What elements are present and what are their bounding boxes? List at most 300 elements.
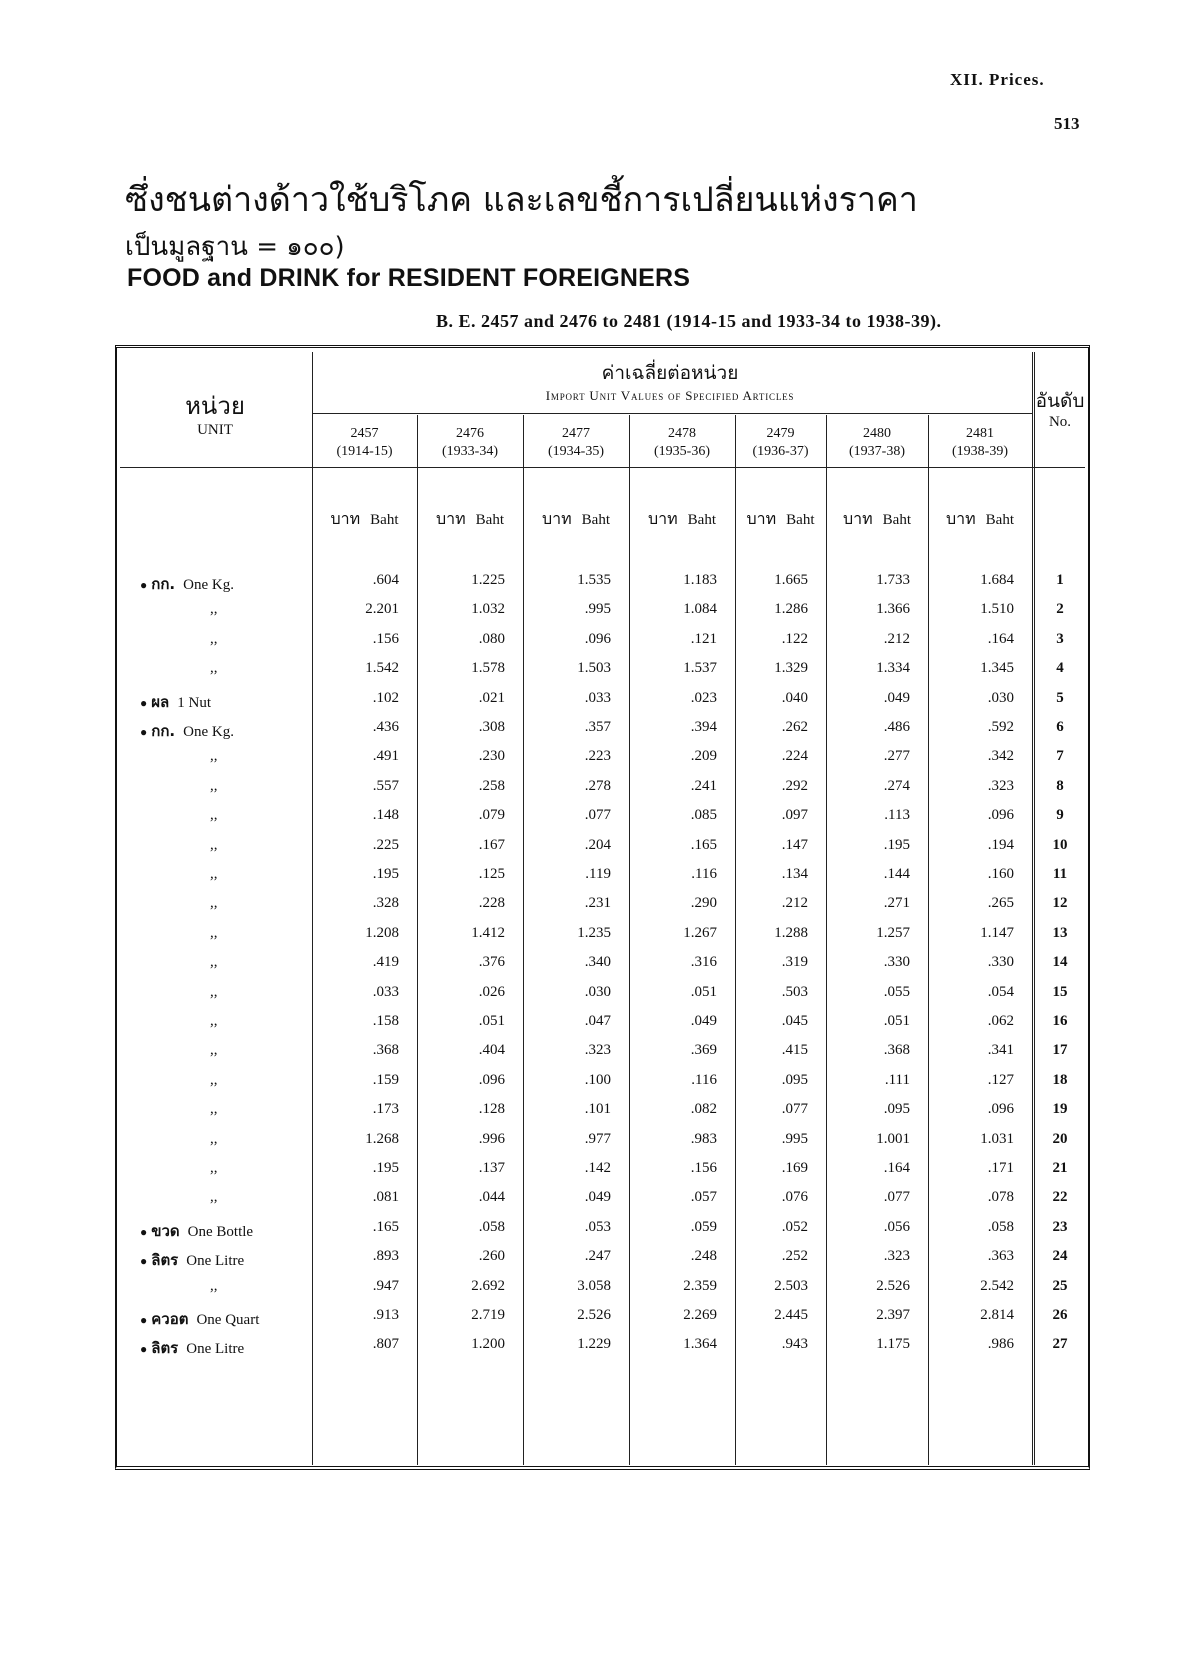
- unit-cell: [140, 1278, 310, 1300]
- value-cell: .058: [987, 1219, 1014, 1235]
- currency-label: [312, 507, 417, 532]
- value-cell: .055: [883, 984, 910, 1000]
- unit-eng: One Bottle: [187, 1224, 254, 1240]
- row-number: 8: [1056, 778, 1064, 794]
- unit-cell: [140, 690, 310, 712]
- value-cell: .096: [584, 631, 611, 647]
- value-cell: 1.175: [876, 1336, 910, 1352]
- unit-eng: One Quart: [196, 1312, 260, 1328]
- unit-cell: [140, 837, 310, 859]
- value-cell: .231: [584, 895, 611, 911]
- value-cell: .204: [584, 837, 611, 853]
- row-number: 27: [1052, 1336, 1068, 1352]
- unit-eng: ,,: [210, 895, 218, 911]
- value-cell: .101: [584, 1101, 611, 1117]
- value-cell: .164: [987, 631, 1014, 647]
- value-cell: 2.526: [577, 1307, 611, 1323]
- header-rule: [312, 413, 1032, 414]
- unit-eng: ,,: [210, 984, 218, 1000]
- value-cell: 1.329: [774, 660, 808, 676]
- row-number: 1: [1056, 572, 1064, 588]
- row-number: 5: [1056, 690, 1064, 706]
- unit-eng: ,,: [210, 1160, 218, 1176]
- unit-cell: [140, 660, 310, 682]
- value-cell: .807: [372, 1336, 399, 1352]
- bullet-icon: ●: [140, 725, 148, 739]
- value-cell: .021: [478, 690, 505, 706]
- period-caption: B. E. 2457 and 2476 to 2481 (1914-15 and 1933-34 to 1938-39).: [436, 311, 942, 331]
- row-number: 10: [1052, 837, 1068, 853]
- bullet-icon: ●: [140, 1342, 148, 1356]
- value-cell: .368: [372, 1042, 399, 1058]
- value-cell: .209: [690, 748, 717, 764]
- bullet-icon: ●: [140, 1254, 148, 1268]
- unit-cell: [140, 807, 310, 829]
- unit-cell: [140, 925, 310, 947]
- value-cell: 2.814: [980, 1307, 1014, 1323]
- value-cell: .604: [372, 572, 399, 588]
- currency-thai: บาท: [945, 509, 976, 528]
- value-cell: .081: [372, 1189, 399, 1205]
- value-cell: .056: [883, 1219, 910, 1235]
- year-ad: (1914-15): [336, 444, 393, 459]
- value-cell: .057: [690, 1189, 717, 1205]
- year-be: 2478: [668, 426, 696, 441]
- value-cell: .159: [372, 1072, 399, 1088]
- unit-cell: [140, 954, 310, 976]
- value-cell: .260: [478, 1248, 505, 1264]
- unit-header: UNIT: [197, 422, 233, 438]
- value-cell: 1.503: [577, 660, 611, 676]
- value-cell: .148: [372, 807, 399, 823]
- value-cell: .278: [584, 778, 611, 794]
- value-cell: 2.397: [876, 1307, 910, 1323]
- unit-thai: ลิตร: [151, 1251, 179, 1269]
- value-cell: .404: [478, 1042, 505, 1058]
- currency-label: [735, 507, 826, 532]
- value-cell: 3.058: [577, 1278, 611, 1294]
- unit-eng: ,,: [210, 1072, 218, 1088]
- value-cell: .195: [372, 866, 399, 882]
- currency-label: [629, 507, 735, 532]
- value-cell: 2.201: [365, 601, 399, 617]
- value-cell: .503: [781, 984, 808, 1000]
- value-cell: .051: [690, 984, 717, 1000]
- value-cell: .323: [987, 778, 1014, 794]
- value-cell: .893: [372, 1248, 399, 1264]
- unit-eng: 1 Nut: [177, 695, 211, 711]
- value-cell: .376: [478, 954, 505, 970]
- value-cell: 1.208: [365, 925, 399, 941]
- value-cell: 1.684: [980, 572, 1014, 588]
- year-header: [928, 425, 1032, 461]
- value-cell: .049: [690, 1013, 717, 1029]
- currency-thai: บาท: [842, 509, 873, 528]
- value-cell: 2.719: [471, 1307, 505, 1323]
- year-header: [523, 425, 629, 461]
- value-cell: .271: [883, 895, 910, 911]
- value-cell: .983: [690, 1131, 717, 1147]
- row-number: 11: [1052, 866, 1068, 882]
- unit-cell: [140, 748, 310, 770]
- value-cell: .053: [584, 1219, 611, 1235]
- value-cell: .986: [987, 1336, 1014, 1352]
- section-heading: XII. Prices.: [950, 70, 1045, 89]
- value-cell: .419: [372, 954, 399, 970]
- value-cell: .051: [883, 1013, 910, 1029]
- unit-cell: [140, 778, 310, 800]
- value-cell: 2.503: [774, 1278, 808, 1294]
- value-cell: .357: [584, 719, 611, 735]
- value-cell: .415: [781, 1042, 808, 1058]
- row-number: 26: [1052, 1307, 1068, 1323]
- year-header: [826, 425, 928, 461]
- year-ad: (1937-38): [849, 444, 905, 459]
- row-number: 22: [1052, 1189, 1068, 1205]
- value-cell: .323: [584, 1042, 611, 1058]
- value-cell: .077: [781, 1101, 808, 1117]
- value-cell: 1.510: [980, 601, 1014, 617]
- value-cell: .051: [478, 1013, 505, 1029]
- value-cell: .995: [781, 1131, 808, 1147]
- unit-cell: [140, 1101, 310, 1123]
- unit-cell: [140, 1160, 310, 1182]
- row-number: 15: [1052, 984, 1068, 1000]
- unit-header-thai: หน่วย: [185, 392, 245, 420]
- value-cell: .230: [478, 748, 505, 764]
- unit-cell: [140, 1248, 310, 1270]
- unit-eng: One Kg.: [183, 724, 234, 740]
- unit-cell: [140, 1336, 310, 1358]
- value-cell: .265: [987, 895, 1014, 911]
- year-be: 2477: [562, 426, 590, 441]
- value-cell: .436: [372, 719, 399, 735]
- bullet-icon: ●: [140, 1313, 148, 1327]
- value-cell: .330: [987, 954, 1014, 970]
- row-number: 25: [1052, 1278, 1068, 1294]
- value-cell: 1.084: [683, 601, 717, 617]
- value-cell: .049: [584, 1189, 611, 1205]
- value-cell: 1.412: [471, 925, 505, 941]
- year-be: 2479: [766, 426, 795, 441]
- unit-eng: ,,: [210, 631, 218, 647]
- unit-eng: ,,: [210, 837, 218, 853]
- unit-eng: ,,: [210, 778, 218, 794]
- row-number: 4: [1056, 660, 1064, 676]
- year-header: [417, 425, 523, 461]
- value-cell: .033: [372, 984, 399, 1000]
- value-cell: .077: [883, 1189, 910, 1205]
- values-header: Import Unit Values of Specified Articles: [545, 388, 795, 403]
- value-cell: .026: [478, 984, 505, 1000]
- value-cell: .369: [690, 1042, 717, 1058]
- value-cell: .228: [478, 895, 505, 911]
- row-number: 18: [1052, 1072, 1068, 1088]
- row-number: 2: [1056, 601, 1064, 617]
- value-cell: .252: [781, 1248, 808, 1264]
- unit-cell: [140, 1131, 310, 1153]
- currency-thai: บาท: [435, 509, 466, 528]
- value-cell: 1.235: [577, 925, 611, 941]
- unit-eng: ,,: [210, 807, 218, 823]
- unit-cell: [140, 1013, 310, 1035]
- currency-eng: Baht: [370, 512, 399, 528]
- value-cell: .167: [478, 837, 505, 853]
- unit-eng: ,,: [210, 660, 218, 676]
- currency-eng: Baht: [882, 512, 912, 528]
- value-cell: 1.200: [471, 1336, 505, 1352]
- unit-cell: [140, 1189, 310, 1211]
- value-cell: .212: [883, 631, 910, 647]
- row-number: 3: [1056, 631, 1064, 647]
- bullet-icon: ●: [140, 578, 148, 592]
- value-cell: .062: [987, 1013, 1014, 1029]
- value-cell: 1.031: [980, 1131, 1014, 1147]
- value-cell: 2.359: [683, 1278, 717, 1294]
- unit-eng: ,,: [210, 1131, 218, 1147]
- value-cell: .368: [883, 1042, 910, 1058]
- value-cell: .045: [781, 1013, 808, 1029]
- currency-thai: บาท: [541, 509, 572, 528]
- value-cell: .158: [372, 1013, 399, 1029]
- value-cell: .323: [883, 1248, 910, 1264]
- value-cell: .308: [478, 719, 505, 735]
- unit-thai: กก.: [151, 575, 176, 593]
- value-cell: .095: [883, 1101, 910, 1117]
- value-cell: .290: [690, 895, 717, 911]
- value-cell: 1.578: [471, 660, 505, 676]
- value-cell: .262: [781, 719, 808, 735]
- row-number: 21: [1052, 1160, 1068, 1176]
- value-cell: .164: [883, 1160, 910, 1176]
- unit-thai: ควอต: [151, 1310, 189, 1328]
- value-cell: 2.542: [980, 1278, 1014, 1294]
- value-cell: .044: [478, 1189, 505, 1205]
- unit-eng: ,,: [210, 1013, 218, 1029]
- value-cell: .030: [584, 984, 611, 1000]
- thai-title: ซึ่งชนต่างด้าวใช้บริโภค และเลขชี้การเปลี่ยนแห่งราคา: [125, 180, 918, 220]
- value-cell: .165: [690, 837, 717, 853]
- value-cell: .165: [372, 1219, 399, 1235]
- unit-cell: [140, 572, 310, 594]
- value-cell: .947: [372, 1278, 399, 1294]
- thai-subtitle: เป็นมูลฐาน = ๑๐๐): [125, 232, 345, 262]
- unit-cell: [140, 866, 310, 888]
- unit-eng: One Litre: [186, 1253, 245, 1269]
- value-cell: .078: [987, 1189, 1014, 1205]
- value-cell: .557: [372, 778, 399, 794]
- value-cell: .160: [987, 866, 1014, 882]
- value-cell: 1.537: [683, 660, 717, 676]
- row-number: 6: [1056, 719, 1064, 735]
- value-cell: 2.526: [876, 1278, 910, 1294]
- currency-label: [928, 507, 1032, 532]
- currency-thai: บาท: [330, 509, 361, 528]
- row-number: 17: [1052, 1042, 1068, 1058]
- row-number: 20: [1052, 1131, 1068, 1147]
- value-cell: 1.345: [980, 660, 1014, 676]
- year-be: 2480: [863, 426, 891, 441]
- value-cell: .486: [883, 719, 910, 735]
- value-cell: .943: [781, 1336, 808, 1352]
- unit-eng: ,,: [210, 1042, 218, 1058]
- value-cell: .223: [584, 748, 611, 764]
- currency-eng: Baht: [687, 512, 717, 528]
- unit-eng: ,,: [210, 1101, 218, 1117]
- value-cell: .340: [584, 954, 611, 970]
- value-cell: .277: [883, 748, 910, 764]
- value-cell: .224: [781, 748, 808, 764]
- row-number: 12: [1052, 895, 1068, 911]
- value-cell: .096: [987, 1101, 1014, 1117]
- year-header: [735, 425, 826, 461]
- value-cell: .274: [883, 778, 910, 794]
- unit-eng: One Kg.: [183, 577, 234, 593]
- unit-cell: [140, 895, 310, 917]
- no-header: No.: [1048, 414, 1072, 430]
- value-cell: .059: [690, 1219, 717, 1235]
- value-cell: .082: [690, 1101, 717, 1117]
- value-cell: .241: [690, 778, 717, 794]
- value-cell: 1.001: [876, 1131, 910, 1147]
- year-ad: (1933-34): [442, 444, 498, 459]
- value-cell: .330: [883, 954, 910, 970]
- value-cell: 1.257: [876, 925, 910, 941]
- value-cell: .316: [690, 954, 717, 970]
- value-cell: 1.286: [774, 601, 808, 617]
- value-cell: .127: [987, 1072, 1014, 1088]
- value-cell: .156: [690, 1160, 717, 1176]
- value-cell: .142: [584, 1160, 611, 1176]
- value-cell: .102: [372, 690, 399, 706]
- value-cell: 1.183: [683, 572, 717, 588]
- year-be: 2457: [350, 426, 379, 441]
- value-cell: .156: [372, 631, 399, 647]
- value-cell: .033: [584, 690, 611, 706]
- value-cell: .040: [781, 690, 808, 706]
- value-cell: 1.733: [876, 572, 910, 588]
- value-cell: .116: [691, 1072, 717, 1088]
- value-cell: .137: [478, 1160, 505, 1176]
- value-cell: .097: [781, 807, 808, 823]
- value-cell: 1.229: [577, 1336, 611, 1352]
- value-cell: 1.147: [980, 925, 1014, 941]
- unit-cell: [140, 1072, 310, 1094]
- value-cell: 2.692: [471, 1278, 505, 1294]
- value-cell: .023: [690, 690, 717, 706]
- value-cell: .077: [584, 807, 611, 823]
- unit-eng: ,,: [210, 1189, 218, 1205]
- value-cell: .195: [883, 837, 910, 853]
- value-cell: 1.364: [683, 1336, 717, 1352]
- value-cell: 1.268: [365, 1131, 399, 1147]
- unit-eng: One Litre: [186, 1341, 245, 1357]
- value-cell: .079: [478, 807, 505, 823]
- value-cell: .076: [781, 1189, 808, 1205]
- value-cell: .100: [584, 1072, 611, 1088]
- value-cell: .096: [987, 807, 1014, 823]
- value-cell: .913: [372, 1307, 399, 1323]
- value-cell: .194: [987, 837, 1014, 853]
- currency-eng: Baht: [985, 512, 1015, 528]
- value-cell: 1.032: [471, 601, 505, 617]
- year-ad: (1936-37): [752, 444, 809, 459]
- unit-thai: กก.: [151, 722, 176, 740]
- value-cell: .058: [478, 1219, 505, 1235]
- value-cell: 1.334: [876, 660, 910, 676]
- value-cell: .977: [584, 1131, 611, 1147]
- year-be: 2476: [456, 426, 484, 441]
- year-ad: (1934-35): [548, 444, 604, 459]
- value-cell: .328: [372, 895, 399, 911]
- value-cell: .147: [781, 837, 808, 853]
- value-cell: .491: [372, 748, 399, 764]
- value-cell: .116: [691, 866, 717, 882]
- row-number: 9: [1056, 807, 1064, 823]
- row-number: 24: [1052, 1248, 1068, 1264]
- row-number: 16: [1052, 1013, 1068, 1029]
- currency-thai: บาท: [647, 509, 678, 528]
- unit-eng: ,,: [210, 866, 218, 882]
- header-rule: [120, 467, 1085, 468]
- unit-thai: ขวด: [151, 1222, 180, 1240]
- value-cell: .080: [478, 631, 505, 647]
- table-title: FOOD and DRINK for RESIDENT FOREIGNERS: [127, 264, 691, 292]
- unit-cell: [140, 984, 310, 1006]
- value-cell: .095: [781, 1072, 808, 1088]
- value-cell: .173: [372, 1101, 399, 1117]
- unit-cell: [140, 719, 310, 741]
- currency-eng: Baht: [786, 512, 815, 528]
- value-cell: .121: [690, 631, 717, 647]
- unit-eng: ,,: [210, 1278, 218, 1294]
- year-header: [312, 425, 417, 461]
- year-ad: (1935-36): [654, 444, 710, 459]
- value-cell: .085: [690, 807, 717, 823]
- value-cell: .169: [781, 1160, 808, 1176]
- currency-label: [417, 507, 523, 532]
- row-number: 23: [1052, 1219, 1068, 1235]
- value-cell: .342: [987, 748, 1014, 764]
- unit-eng: ,,: [210, 748, 218, 764]
- value-cell: .128: [478, 1101, 505, 1117]
- value-cell: .111: [884, 1072, 910, 1088]
- value-cell: .171: [987, 1160, 1014, 1176]
- value-cell: .394: [690, 719, 717, 735]
- value-cell: 1.267: [683, 925, 717, 941]
- row-number: 14: [1052, 954, 1068, 970]
- currency-label: [523, 507, 629, 532]
- unit-cell: [140, 1042, 310, 1064]
- unit-thai: ผล: [151, 693, 170, 711]
- value-cell: .996: [478, 1131, 505, 1147]
- year-be: 2481: [966, 426, 994, 441]
- value-cell: .049: [883, 690, 910, 706]
- year-header: [629, 425, 735, 461]
- value-cell: .363: [987, 1248, 1014, 1264]
- unit-eng: ,,: [210, 925, 218, 941]
- value-cell: .995: [584, 601, 611, 617]
- currency-eng: Baht: [475, 512, 505, 528]
- unit-cell: [140, 631, 310, 653]
- currency-label: [826, 507, 928, 532]
- row-number: 7: [1056, 748, 1064, 764]
- value-cell: .144: [883, 866, 910, 882]
- unit-eng: ,,: [210, 601, 218, 617]
- currency-eng: Baht: [581, 512, 611, 528]
- row-number: 19: [1052, 1101, 1068, 1117]
- page-number: 513: [1054, 114, 1080, 133]
